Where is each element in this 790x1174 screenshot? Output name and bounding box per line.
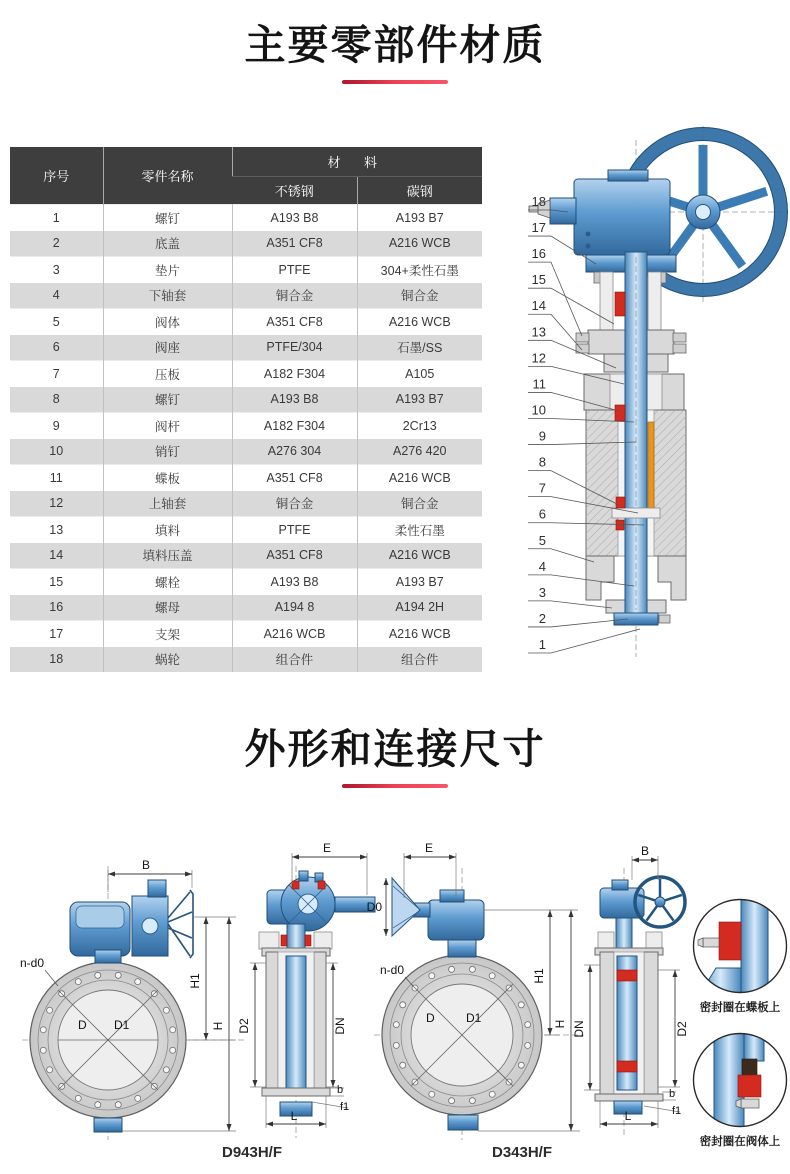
table-row [10,257,482,283]
dim-H1: H1 [532,968,546,984]
col-header-stainless: 不锈钢 [232,177,357,205]
dimension-drawings [0,840,790,1174]
stud-bolt [576,333,589,342]
table-cell-name: 填料 [103,517,232,543]
bottom-stub [94,1118,122,1132]
seal-detail-caption-body: 密封圈在阀体上 [699,1136,781,1148]
callout-number: 8 [538,454,546,470]
table-cell-no: 17 [49,626,64,641]
table-cell-carbon: 2Cr13 [357,413,482,439]
table-cell-carbon: A193 B7 [357,205,482,231]
backing-ring [742,1059,757,1076]
d943-front-view [20,858,244,1140]
seal-detail-caption-disc: 密封圈在蝶板上 [699,1002,781,1014]
table-cell-no: 14 [49,548,64,563]
seal-bolt [703,938,719,947]
col-header-material: 材 料 [232,147,482,177]
d943-side-view [222,841,375,1161]
table-cell-carbon: A194 2H [357,595,482,621]
bolt-hole [170,1027,176,1033]
table-cell-name: 底盖 [103,231,232,257]
table-row [10,309,482,335]
callout-number: 15 [531,272,546,288]
dim-f1: f1 [672,1105,682,1117]
table-cell-no: 13 [49,522,64,537]
bolt-hole [469,966,475,972]
dim-B: B [141,858,151,872]
table-cell-no: 2 [52,236,60,251]
table-row [10,543,482,569]
callout-number: 18 [531,194,546,209]
table-cell-carbon: 组合件 [357,647,482,673]
handwheel-profile [168,892,192,956]
table-cell-stainless: PTFE/304 [232,335,357,361]
callout-number: 6 [538,506,546,522]
table-cell-name: 压板 [103,361,232,387]
table-cell-no: 5 [52,314,60,329]
table-cell-stainless: A351 CF8 [232,465,357,491]
table-row [10,621,482,647]
table-cell-carbon: A276 420 [357,439,482,465]
gearbox [428,900,484,940]
table-cell-no: 18 [49,652,64,667]
table-row [10,413,482,439]
dim-E: E [424,841,434,855]
table-row [10,517,482,543]
col-header-carbon: 碳钢 [357,177,482,205]
table-cell-name: 支架 [103,621,232,647]
table-cell-carbon: 铜合金 [357,491,482,517]
dim-D2: D2 [675,1021,689,1037]
bolt-hole [400,1062,406,1068]
bolt-hole [393,1022,399,1028]
bottom-stub [448,1115,478,1130]
materials-table [10,147,482,672]
dim-H: H [211,1021,225,1031]
table-cell-stainless: A182 F304 [232,413,357,439]
table-cell-stainless: A351 CF8 [232,309,357,335]
handwheel-spoke [646,906,657,921]
table-cell-no: 10 [49,444,64,459]
table-cell-no: 4 [52,288,60,303]
worm-shaft-housing [550,198,576,224]
table-cell-carbon: A216 WCB [357,465,482,491]
bolt-hole [449,966,455,972]
stem-column [286,956,306,1088]
table-row [10,491,482,517]
bolt-hole [135,1095,141,1101]
table-cell-stainless: A193 B8 [232,205,357,231]
callout-number: 1 [538,637,546,653]
dim-D1: D1 [466,1011,482,1025]
bolt-hole [115,972,121,978]
table-cell-stainless: 组合件 [232,647,357,673]
bolt-hole [429,1091,435,1097]
table-row [10,205,482,231]
table-cell-stainless: A216 WCB [232,621,357,647]
table-cell-no: 7 [52,366,60,381]
table-cell-stainless: 铜合金 [232,491,357,517]
seal-detail-body [694,1033,787,1148]
table-cell-stainless: 铜合金 [232,283,357,309]
bolt-hole [40,1027,46,1033]
handwheel-profile [392,878,420,936]
seal-ring [738,1075,761,1097]
table-cell-carbon: A216 WCB [357,621,482,647]
neck [448,940,476,957]
dim-D2: D2 [237,1018,251,1034]
callout-number: 4 [538,558,546,574]
section-header-materials [0,12,790,84]
dim-B: B [640,844,650,858]
table-cell-name: 蝶板 [103,465,232,491]
seal-detail-disc [694,898,787,1014]
table-cell-name: 螺钉 [103,205,232,231]
table-row [10,231,482,257]
upper-pin [615,405,625,421]
dim-b: b [337,1084,344,1096]
bolt-hole [525,1042,531,1048]
table-cell-stainless: A193 B8 [232,569,357,595]
dim-b: b [669,1088,676,1100]
table-cell-name: 阀体 [103,309,232,335]
dim-L: L [290,1109,298,1123]
table-cell-name: 下轴套 [103,283,232,309]
table-cell-no: 8 [52,392,60,407]
bolt-hole [115,1102,121,1108]
table-cell-stainless: PTFE [232,257,357,283]
dim-D0: D0 [366,900,382,914]
bolt-hole [518,1002,524,1008]
table-cell-carbon: A216 WCB [357,231,482,257]
bolt-hole [47,1067,53,1073]
table-cell-stainless: A193 B8 [232,387,357,413]
bolt-hole [75,979,81,985]
bolt-hole [489,1091,495,1097]
bolt-hole [449,1098,455,1104]
table-cell-no: 11 [49,470,63,485]
table-cell-no: 12 [49,496,64,511]
section-header-dimensions [0,716,790,788]
seal-ring [719,922,741,960]
bolt-hole [75,1095,81,1101]
col-header-no: 序号 [10,147,103,205]
bolt-hole [163,1007,169,1013]
table-cell-name: 螺钉 [103,387,232,413]
callout-number: 2 [538,610,546,626]
d343-front-view [367,841,584,1140]
bolt-hole [95,972,101,978]
table-cell-stainless: A182 F304 [232,361,357,387]
page-title: 主要零部件材质 [244,22,546,68]
bolt-hole [525,1022,531,1028]
section-title-dimensions: 外形和连接尺寸 [244,726,546,772]
callout-number: 5 [538,532,546,548]
table-cell-carbon: A193 B7 [357,569,482,595]
table-cell-carbon: A216 WCB [357,309,482,335]
disc-edge [648,422,654,514]
bolt-hole [135,979,141,985]
table-cell-no: 6 [52,340,60,355]
bolt-hole [47,1007,53,1013]
table-cell-no: 9 [52,418,60,433]
gear-actuator [529,170,676,283]
dim-H: H [553,1019,567,1029]
dim-DN: DN [572,1020,586,1038]
seat-ring-lower [617,1061,637,1072]
table-cell-no: 15 [49,574,64,589]
col-header-part-name: 零件名称 [103,147,232,205]
table-cell-carbon: A216 WCB [357,543,482,569]
table-cell-name: 垫片 [103,257,232,283]
table-row [10,569,482,595]
table-cell-stainless: A194 8 [232,595,357,621]
callout-number: 13 [531,324,546,340]
title-underline [342,784,448,788]
handwheel-spoke [712,225,742,266]
seal-bolt [741,1099,759,1108]
table-cell-carbon: A193 B7 [357,387,482,413]
table-row [10,283,482,309]
neck [95,950,121,963]
table-row [10,387,482,413]
dim-f1: f1 [340,1101,350,1113]
bolt-hole [429,973,435,979]
title-underline [342,80,448,84]
handwheel-spoke [718,191,767,207]
bottom-cover [614,613,658,625]
table-cell-name: 螺栓 [103,569,232,595]
dim-n-d0: n-d0 [19,956,44,970]
model-caption-left: D943H/F [221,1144,283,1161]
table-header-row [10,147,482,177]
table-cell-no: 1 [52,210,60,225]
callout-number: 10 [531,402,546,418]
callout-number: 3 [538,584,546,600]
bolt-hole [518,1062,524,1068]
table-row [10,595,482,621]
callout-number: 7 [538,480,546,496]
table-row [10,335,482,361]
table-cell-carbon: 304+柔性石墨 [357,257,482,283]
dim-L: L [624,1109,632,1123]
table-row [10,439,482,465]
bolt-hole [393,1042,399,1048]
lower-pin [616,497,625,508]
table-cell-name: 销钉 [103,439,232,465]
callout-leader-line [528,601,612,608]
bottom-flange-right [658,556,686,600]
lower-seal [616,520,624,530]
valve-section-drawing [488,122,790,667]
table-cell-carbon: A105 [357,361,482,387]
callout-number: 14 [531,298,546,314]
table-row [10,361,482,387]
bolt-hole [170,1047,176,1053]
table-cell-no: 3 [52,262,60,277]
callout-number: 9 [538,428,546,444]
seat-ring-upper [617,970,637,981]
bolt-hole [40,1047,46,1053]
callout-number: 11 [532,376,546,392]
dim-D: D [78,1018,87,1032]
callout-number: 12 [531,350,546,366]
table-cell-carbon: 柔性石墨 [357,517,482,543]
table-cell-name: 阀杆 [103,413,232,439]
dim-DN: DN [333,1017,347,1035]
dim-H1: H1 [188,973,202,989]
callout-number: 17 [531,220,546,236]
table-cell-stainless: A276 304 [232,439,357,465]
bolt-hole [95,1102,101,1108]
model-caption-right: D343H/F [491,1144,553,1161]
bolt-hole [400,1002,406,1008]
table-cell-name: 螺母 [103,595,232,621]
table-row [10,647,482,673]
table-cell-name: 上轴套 [103,491,232,517]
table-cell-name: 填料压盖 [103,543,232,569]
dim-D1: D1 [114,1018,130,1032]
bolt-hole [469,1098,475,1104]
bolt-hole [163,1067,169,1073]
table-cell-name: 阀座 [103,335,232,361]
handwheel-spoke [663,906,674,921]
dim-D: D [426,1011,435,1025]
table-cell-no: 16 [49,600,64,615]
callout-number: 16 [531,246,546,262]
table-cell-name: 蜗轮 [103,647,232,673]
table-cell-carbon: 铜合金 [357,283,482,309]
bottom-flange-left [586,556,614,600]
dim-E: E [322,841,332,855]
table-row [10,465,482,491]
table-cell-stainless: A351 CF8 [232,543,357,569]
table-cell-stainless: A351 CF8 [232,231,357,257]
dim-n-d0: n-d0 [379,963,404,977]
bolt-hole [489,973,495,979]
handwheel-spoke [665,895,682,901]
table-cell-carbon: 石墨/SS [357,335,482,361]
packing-seal [615,292,625,316]
table-cell-stainless: PTFE [232,517,357,543]
